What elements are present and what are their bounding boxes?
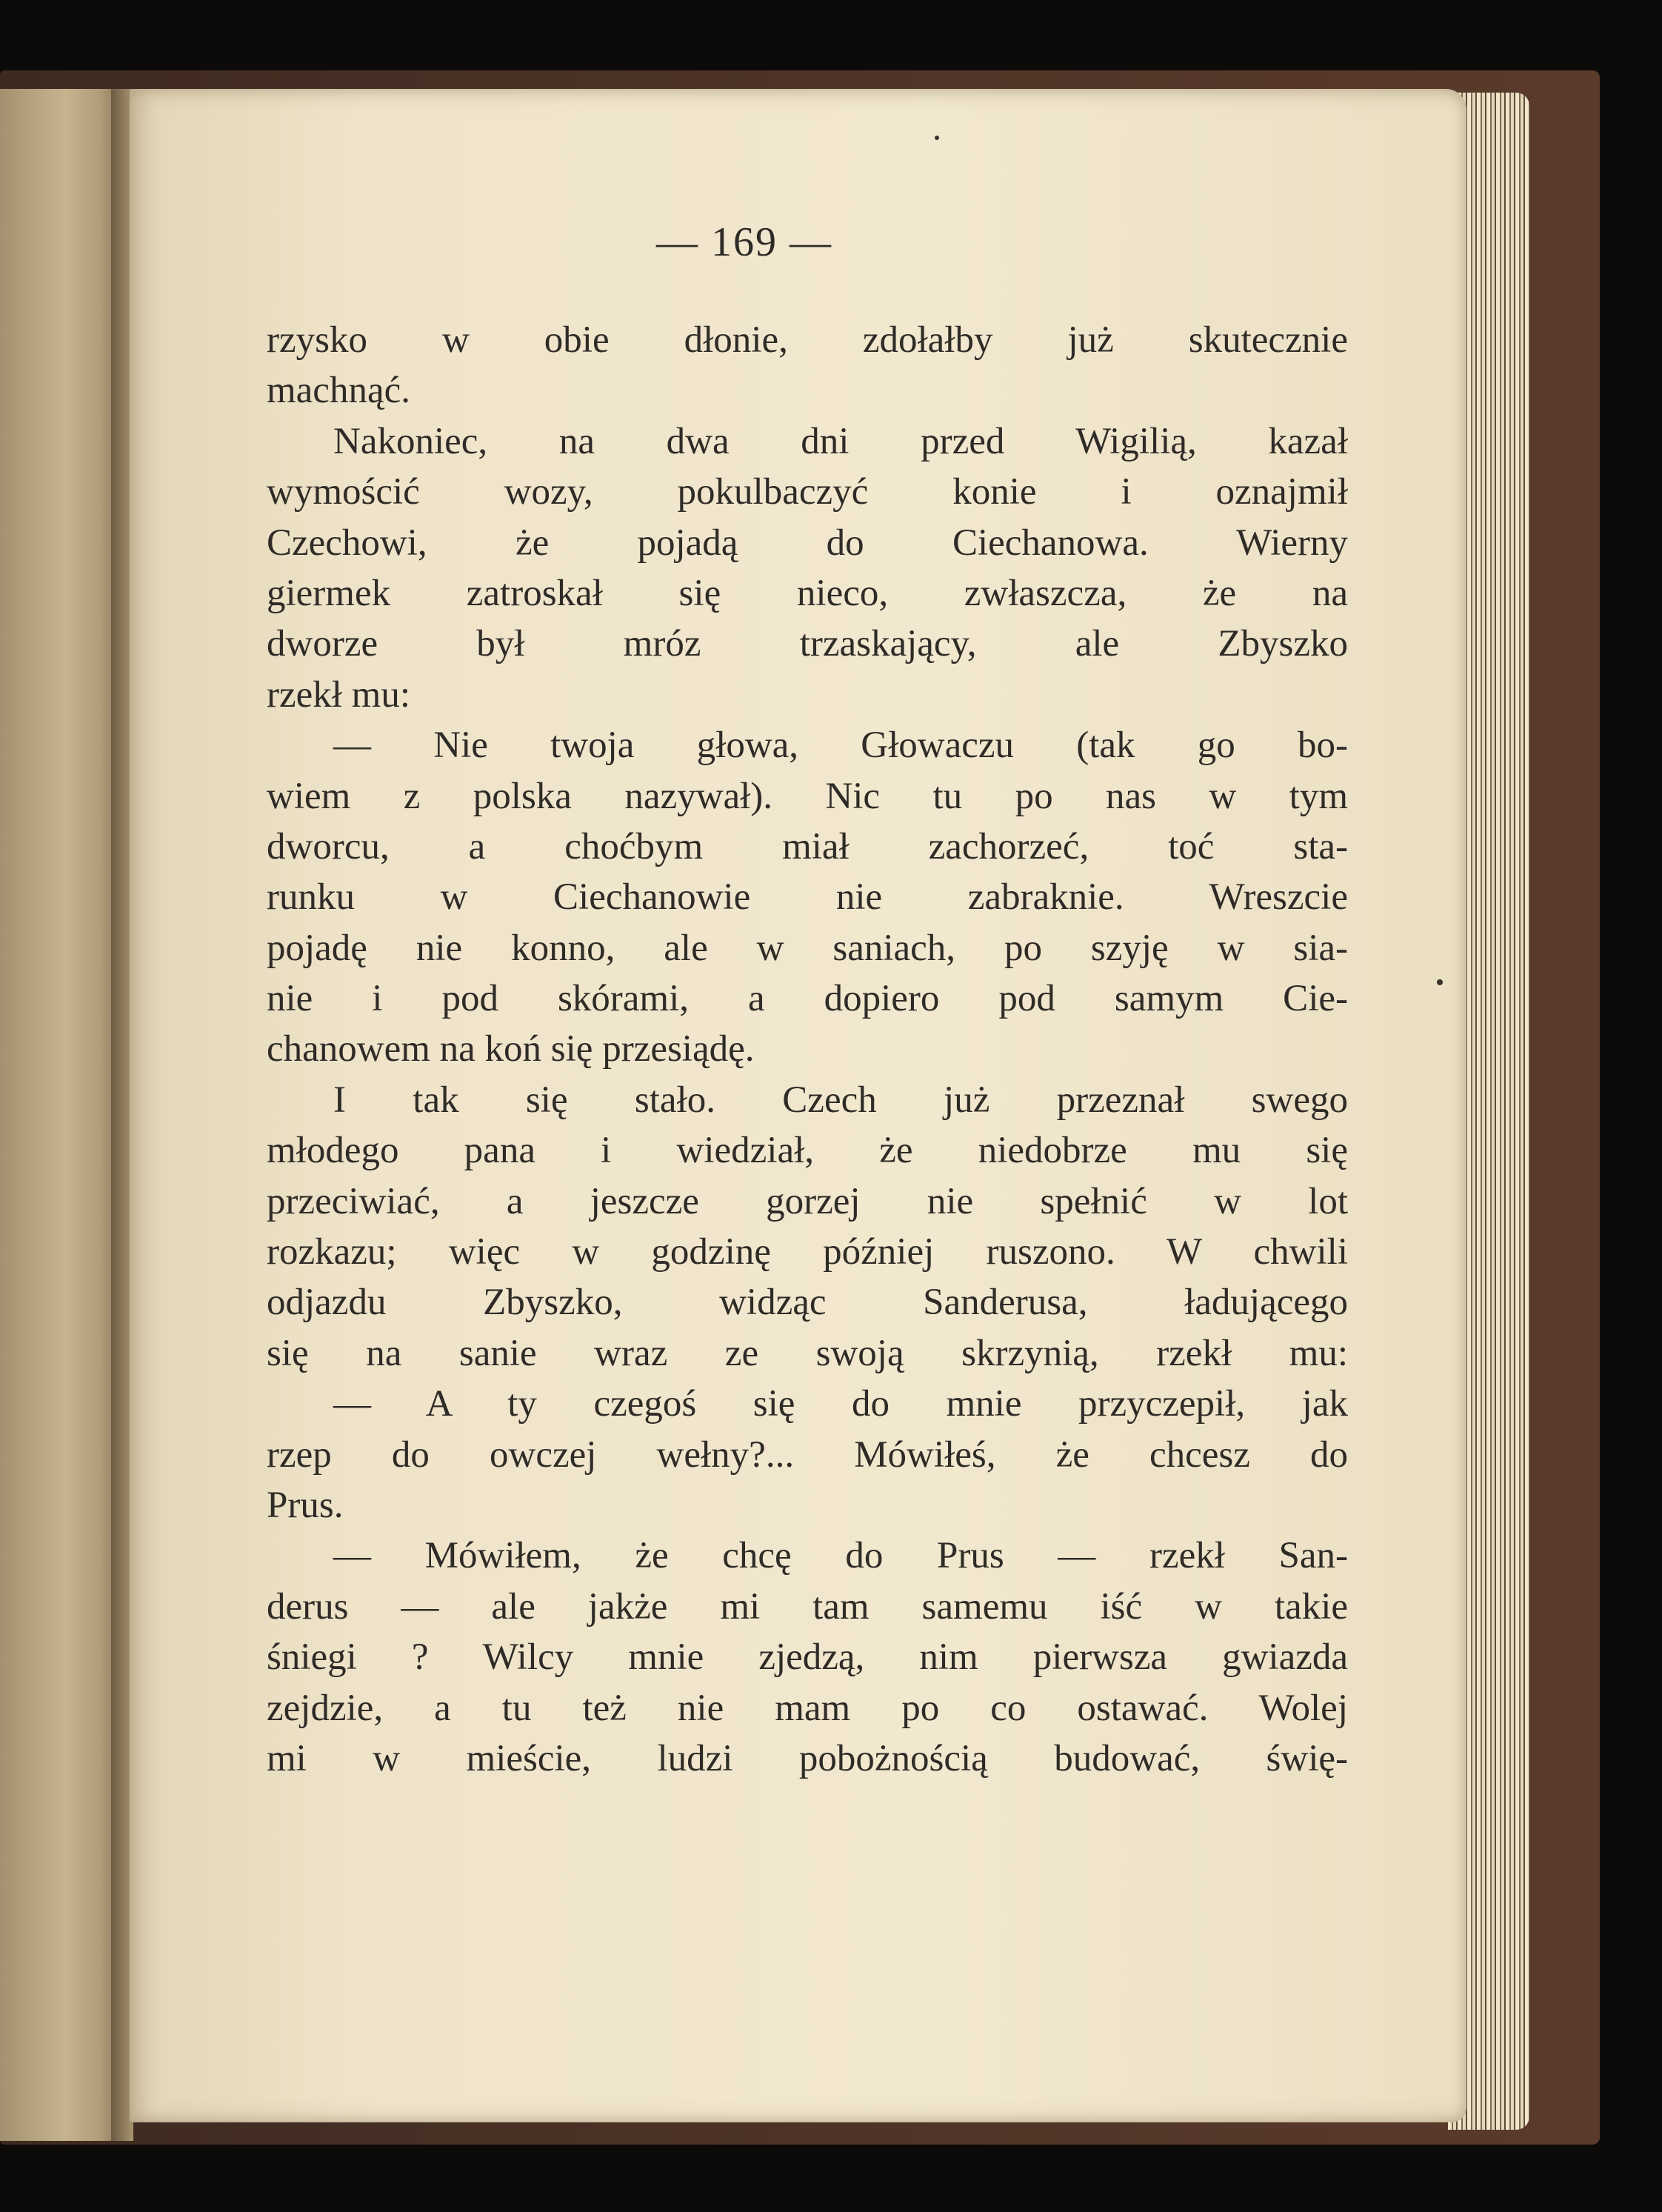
text-line: rzysko w obie dłonie, zdołałby już skutecznie xyxy=(267,319,1348,361)
book-page xyxy=(130,89,1466,2122)
previous-page-edge xyxy=(0,89,119,2141)
text-line: wymościć wozy, pokulbaczyć konie i oznajmił xyxy=(267,471,1348,513)
text-line: dworze był mróz trzaskający, ale Zbyszko xyxy=(267,623,1348,665)
page-number: — 169 — xyxy=(656,219,832,265)
text-line: Prus. xyxy=(267,1484,344,1526)
paper-speck xyxy=(1437,979,1443,985)
text-line: Czechowi, że pojadą do Ciechanowa. Wierny xyxy=(267,522,1348,564)
text-line: młodego pana i wiedział, że niedobrze mu się xyxy=(267,1130,1348,1172)
text-line: derus — ale jakże mi tam samemu iść w takie xyxy=(267,1585,1348,1628)
text-line: odjazdu Zbyszko, widząc Sanderusa, ładującego xyxy=(267,1282,1348,1324)
text-line: rzekł mu: xyxy=(267,673,411,716)
text-line: zejdzie, a tu też nie mam po co ostawać. Wolej xyxy=(267,1687,1348,1729)
text-line: śniegi ? Wilcy mnie zjedzą, nim pierwsza gwiazda xyxy=(267,1636,1348,1679)
text-line: chanowem na koń się przesiądę. xyxy=(267,1028,755,1070)
text-line: rozkazu; więc w godzinę później ruszono. W chwili xyxy=(267,1231,1348,1273)
text-line: wiem z polska nazywał). Nic tu po nas w tym xyxy=(267,775,1348,817)
text-line: przeciwiać, a jeszcze gorzej nie spełnić w lot xyxy=(267,1180,1348,1222)
text-line: giermek zatroskał się nieco, zwłaszcza, że na xyxy=(267,572,1348,614)
text-line: pojadę nie konno, ale w saniach, po szyję w sia- xyxy=(267,927,1348,969)
text-line: Nakoniec, na dwa dni przed Wigilią, kazał xyxy=(333,420,1348,462)
text-line: dworcu, a choćbym miał zachorzeć, toć sta- xyxy=(267,825,1348,867)
text-line: mi w mieście, ludzi pobożnością budować, świę- xyxy=(267,1737,1348,1779)
text-line: runku w Ciechanowie nie zabraknie. Wreszcie xyxy=(267,876,1348,919)
text-line: rzep do owczej wełny?... Mówiłeś, że chcesz do xyxy=(267,1433,1348,1476)
text-line: I tak się stało. Czech już przeznał swego xyxy=(333,1079,1348,1121)
text-line: — A ty czegoś się do mnie przyczepił, jak xyxy=(333,1383,1348,1425)
text-line: — Nie twoja głowa, Głowaczu (tak go bo- xyxy=(333,724,1348,767)
text-line: machnąć. xyxy=(267,370,410,412)
text-line: się na sanie wraz ze swoją skrzynią, rzekł mu: xyxy=(267,1332,1348,1374)
paper-speck xyxy=(935,136,939,140)
text-line: — Mówiłem, że chcę do Prus — rzekł San- xyxy=(333,1535,1348,1577)
page-text xyxy=(267,315,1348,1784)
text-line: nie i pod skórami, a dopiero pod samym Cie- xyxy=(267,978,1348,1020)
